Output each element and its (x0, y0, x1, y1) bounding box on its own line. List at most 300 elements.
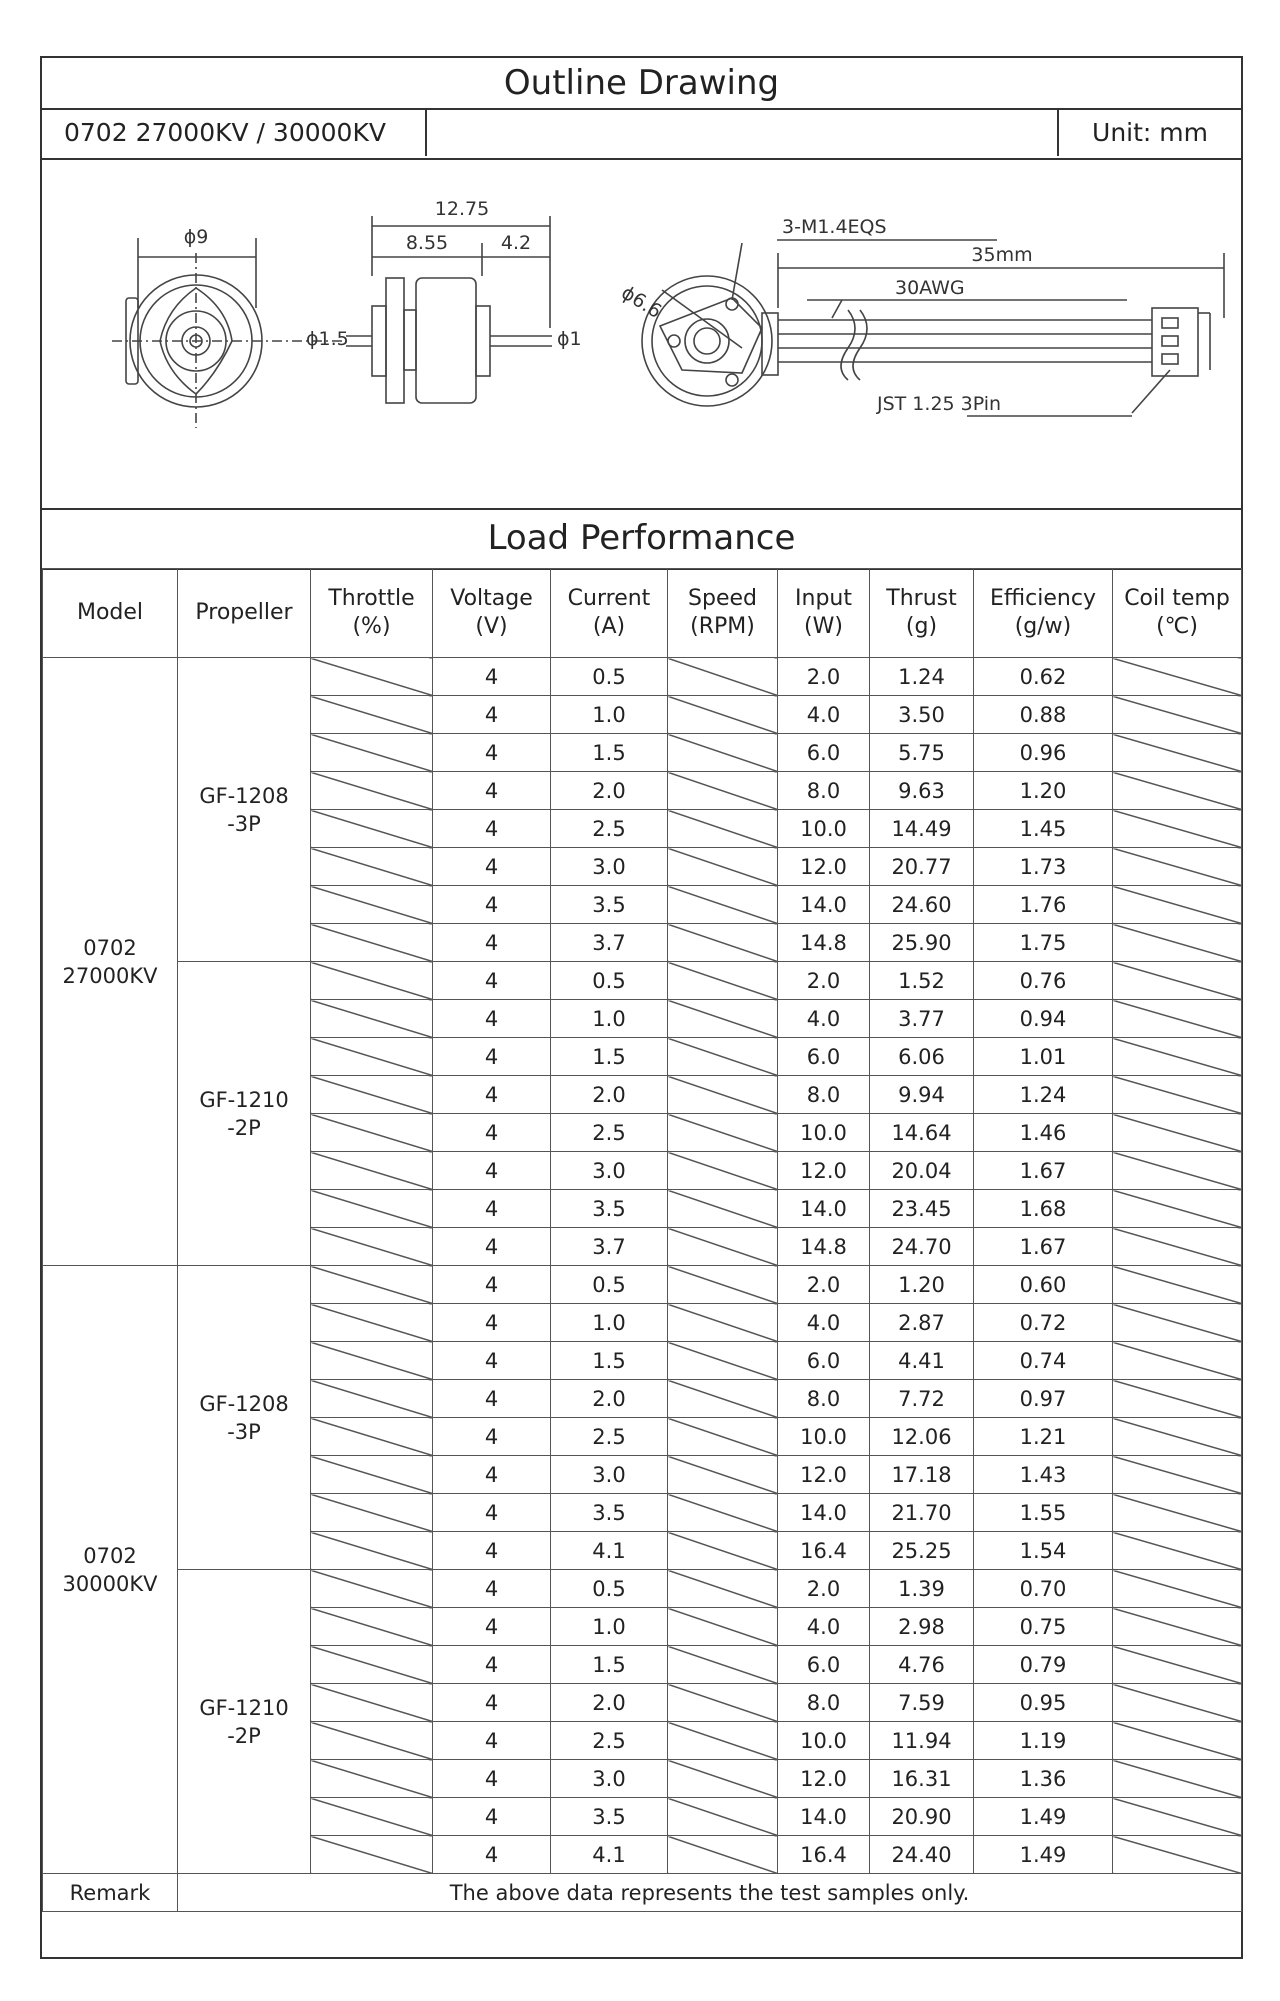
coil-temp-cell-empty (1113, 1304, 1242, 1342)
voltage-cell: 4 (433, 658, 551, 696)
dim-front-dia: ϕ9 (183, 226, 209, 248)
efficiency-cell: 0.70 (974, 1570, 1113, 1608)
current-cell: 3.5 (551, 1494, 668, 1532)
outline-drawing (42, 158, 1241, 510)
thrust-cell: 2.87 (870, 1304, 974, 1342)
current-cell: 3.5 (551, 1798, 668, 1836)
speed-cell-empty (668, 848, 778, 886)
speed-cell-empty (668, 1304, 778, 1342)
column-header-line: (g) (905, 614, 938, 639)
column-header (778, 569, 870, 658)
speed-cell-empty (668, 772, 778, 810)
efficiency-cell: 0.76 (974, 962, 1113, 1000)
input-cell: 14.8 (778, 924, 870, 962)
thrust-cell: 3.50 (870, 696, 974, 734)
speed-cell-empty (668, 924, 778, 962)
dim-shaft-len: 4.2 (500, 232, 532, 254)
current-cell: 0.5 (551, 962, 668, 1000)
input-cell: 4.0 (778, 696, 870, 734)
voltage-cell: 4 (433, 696, 551, 734)
throttle-cell-empty (311, 962, 433, 1000)
coil-temp-cell-empty (1113, 810, 1242, 848)
coil-temp-cell-empty (1113, 1570, 1242, 1608)
model-cell-line: 0702 (83, 1543, 137, 1568)
current-cell: 0.5 (551, 1266, 668, 1304)
current-cell: 2.0 (551, 772, 668, 810)
thrust-cell: 1.20 (870, 1266, 974, 1304)
thrust-cell: 1.39 (870, 1570, 974, 1608)
propeller-cell-line: GF-1208 (199, 1391, 289, 1416)
thrust-cell: 20.77 (870, 848, 974, 886)
coil-temp-cell-empty (1113, 1152, 1242, 1190)
column-header-line: Current (567, 586, 651, 611)
propeller-cell-line: -3P (227, 811, 261, 836)
remark-label: Remark (43, 1874, 178, 1912)
current-cell: 3.0 (551, 848, 668, 886)
column-header-line: (℃) (1156, 614, 1198, 639)
efficiency-cell: 1.43 (974, 1456, 1113, 1494)
speed-cell-empty (668, 1076, 778, 1114)
coil-temp-cell-empty (1113, 1532, 1242, 1570)
efficiency-cell: 0.60 (974, 1266, 1113, 1304)
current-cell: 0.5 (551, 658, 668, 696)
dim-mount-dia: ϕ6.6 (617, 281, 666, 323)
efficiency-cell: 1.36 (974, 1760, 1113, 1798)
speed-cell-empty (668, 810, 778, 848)
throttle-cell-empty (311, 696, 433, 734)
input-cell: 2.0 (778, 1570, 870, 1608)
throttle-cell-empty (311, 1418, 433, 1456)
throttle-cell-empty (311, 1722, 433, 1760)
throttle-cell-empty (311, 1342, 433, 1380)
throttle-cell-empty (311, 1380, 433, 1418)
voltage-cell: 4 (433, 1304, 551, 1342)
coil-temp-cell-empty (1113, 1380, 1242, 1418)
coil-temp-cell-empty (1113, 734, 1242, 772)
speed-cell-empty (668, 1646, 778, 1684)
propeller-cell-line: -2P (227, 1115, 261, 1140)
coil-temp-cell-empty (1113, 1266, 1242, 1304)
coil-temp-cell-empty (1113, 1836, 1242, 1874)
column-header (1113, 569, 1242, 658)
efficiency-cell: 1.46 (974, 1114, 1113, 1152)
column-header-line: (RPM) (690, 614, 755, 639)
column-header (870, 569, 974, 658)
column-header-line: Coil temp (1124, 586, 1230, 611)
column-header-line: Voltage (450, 586, 533, 611)
dim-wire-gauge: 30AWG (895, 277, 965, 299)
thrust-cell: 14.64 (870, 1114, 974, 1152)
column-header-line: (%) (352, 614, 391, 639)
thrust-cell: 2.98 (870, 1608, 974, 1646)
coil-temp-cell-empty (1113, 1418, 1242, 1456)
voltage-cell: 4 (433, 924, 551, 962)
speed-cell-empty (668, 1190, 778, 1228)
input-cell: 10.0 (778, 810, 870, 848)
thrust-cell: 25.90 (870, 924, 974, 962)
input-cell: 16.4 (778, 1532, 870, 1570)
thrust-cell: 24.70 (870, 1228, 974, 1266)
efficiency-cell: 0.62 (974, 658, 1113, 696)
throttle-cell-empty (311, 1760, 433, 1798)
speed-cell-empty (668, 1684, 778, 1722)
input-cell: 14.0 (778, 1190, 870, 1228)
table-body (43, 658, 1242, 1874)
speed-cell-empty (668, 1228, 778, 1266)
voltage-cell: 4 (433, 886, 551, 924)
input-cell: 8.0 (778, 1684, 870, 1722)
throttle-cell-empty (311, 1076, 433, 1114)
thrust-cell: 5.75 (870, 734, 974, 772)
thrust-cell: 7.59 (870, 1684, 974, 1722)
efficiency-cell: 1.20 (974, 772, 1113, 810)
efficiency-cell: 1.67 (974, 1228, 1113, 1266)
throttle-cell-empty (311, 1456, 433, 1494)
input-cell: 10.0 (778, 1418, 870, 1456)
efficiency-cell: 1.49 (974, 1836, 1113, 1874)
speed-cell-empty (668, 1608, 778, 1646)
throttle-cell-empty (311, 1266, 433, 1304)
current-cell: 1.0 (551, 1608, 668, 1646)
current-cell: 1.5 (551, 1646, 668, 1684)
thrust-cell: 14.49 (870, 810, 974, 848)
thrust-cell: 9.94 (870, 1076, 974, 1114)
current-cell: 1.5 (551, 1342, 668, 1380)
column-header (668, 569, 778, 658)
input-cell: 2.0 (778, 1266, 870, 1304)
thrust-cell: 1.24 (870, 658, 974, 696)
current-cell: 2.5 (551, 810, 668, 848)
coil-temp-cell-empty (1113, 1494, 1242, 1532)
thrust-cell: 6.06 (870, 1038, 974, 1076)
current-cell: 1.0 (551, 696, 668, 734)
speed-cell-empty (668, 1342, 778, 1380)
voltage-cell: 4 (433, 1076, 551, 1114)
thrust-cell: 23.45 (870, 1190, 974, 1228)
efficiency-cell: 1.73 (974, 848, 1113, 886)
speed-cell-empty (668, 1570, 778, 1608)
voltage-cell: 4 (433, 1608, 551, 1646)
voltage-cell: 4 (433, 1000, 551, 1038)
coil-temp-cell-empty (1113, 1342, 1242, 1380)
voltage-cell: 4 (433, 1798, 551, 1836)
model-label: 0702 27000KV / 30000KV (42, 108, 427, 156)
efficiency-cell: 0.88 (974, 696, 1113, 734)
propeller-cell (178, 1266, 311, 1570)
input-cell: 12.0 (778, 848, 870, 886)
outline-meta-row (42, 108, 1241, 160)
voltage-cell: 4 (433, 1532, 551, 1570)
efficiency-cell: 1.24 (974, 1076, 1113, 1114)
dim-total-len: 12.75 (434, 198, 490, 220)
speed-cell-empty (668, 962, 778, 1000)
coil-temp-cell-empty (1113, 696, 1242, 734)
thrust-cell: 21.70 (870, 1494, 974, 1532)
coil-temp-cell-empty (1113, 924, 1242, 962)
voltage-cell: 4 (433, 1228, 551, 1266)
input-cell: 2.0 (778, 962, 870, 1000)
speed-cell-empty (668, 1380, 778, 1418)
speed-cell-empty (668, 886, 778, 924)
coil-temp-cell-empty (1113, 1228, 1242, 1266)
column-header-line: Propeller (195, 600, 293, 625)
speed-cell-empty (668, 658, 778, 696)
throttle-cell-empty (311, 1152, 433, 1190)
throttle-cell-empty (311, 1684, 433, 1722)
input-cell: 4.0 (778, 1608, 870, 1646)
voltage-cell: 4 (433, 1456, 551, 1494)
propeller-cell-line: -2P (227, 1723, 261, 1748)
input-cell: 14.0 (778, 1798, 870, 1836)
efficiency-cell: 1.01 (974, 1038, 1113, 1076)
model-cell-line: 27000KV (62, 963, 158, 988)
dim-left-shaft: ϕ1.5 (306, 328, 349, 350)
table-row (43, 1266, 1242, 1304)
motor-drawing-svg (42, 158, 1241, 508)
input-cell: 14.8 (778, 1228, 870, 1266)
throttle-cell-empty (311, 1570, 433, 1608)
throttle-cell-empty (311, 886, 433, 924)
current-cell: 3.7 (551, 924, 668, 962)
throttle-cell-empty (311, 1494, 433, 1532)
coil-temp-cell-empty (1113, 962, 1242, 1000)
input-cell: 14.0 (778, 886, 870, 924)
throttle-cell-empty (311, 1114, 433, 1152)
input-cell: 14.0 (778, 1494, 870, 1532)
efficiency-cell: 1.45 (974, 810, 1113, 848)
thrust-cell: 9.63 (870, 772, 974, 810)
efficiency-cell: 0.95 (974, 1684, 1113, 1722)
efficiency-cell: 0.72 (974, 1304, 1113, 1342)
coil-temp-cell-empty (1113, 1456, 1242, 1494)
throttle-cell-empty (311, 1646, 433, 1684)
throttle-cell-empty (311, 1798, 433, 1836)
column-header-line: Model (76, 600, 144, 625)
coil-temp-cell-empty (1113, 1000, 1242, 1038)
throttle-cell-empty (311, 848, 433, 886)
thrust-cell: 12.06 (870, 1418, 974, 1456)
input-cell: 12.0 (778, 1152, 870, 1190)
remark-row (43, 1874, 1242, 1912)
model-cell-line: 0702 (83, 935, 137, 960)
rear-view (642, 240, 1224, 416)
column-header (311, 569, 433, 658)
voltage-cell: 4 (433, 1646, 551, 1684)
efficiency-cell: 0.74 (974, 1342, 1113, 1380)
efficiency-cell: 1.54 (974, 1532, 1113, 1570)
outline-title: Outline Drawing (42, 58, 1241, 110)
speed-cell-empty (668, 696, 778, 734)
voltage-cell: 4 (433, 1152, 551, 1190)
thrust-cell: 24.40 (870, 1836, 974, 1874)
speed-cell-empty (668, 1532, 778, 1570)
thrust-cell: 16.31 (870, 1760, 974, 1798)
current-cell: 4.1 (551, 1532, 668, 1570)
propeller-cell-line: -3P (227, 1419, 261, 1444)
efficiency-cell: 1.75 (974, 924, 1113, 962)
throttle-cell-empty (311, 1038, 433, 1076)
dim-wire-len: 35mm (971, 244, 1033, 266)
column-header-line: Throttle (328, 586, 415, 611)
table-row (43, 1570, 1242, 1608)
coil-temp-cell-empty (1113, 1038, 1242, 1076)
column-header-line: (g/w) (1014, 614, 1072, 639)
current-cell: 1.5 (551, 1038, 668, 1076)
model-cell (43, 1266, 178, 1874)
efficiency-cell: 0.97 (974, 1380, 1113, 1418)
speed-cell-empty (668, 734, 778, 772)
voltage-cell: 4 (433, 1836, 551, 1874)
propeller-cell (178, 658, 311, 962)
throttle-cell-empty (311, 810, 433, 848)
current-cell: 1.0 (551, 1304, 668, 1342)
thrust-cell: 4.76 (870, 1646, 974, 1684)
input-cell: 2.0 (778, 658, 870, 696)
speed-cell-empty (668, 1114, 778, 1152)
load-performance-table (42, 568, 1242, 1912)
input-cell: 10.0 (778, 1114, 870, 1152)
thrust-cell: 17.18 (870, 1456, 974, 1494)
column-header (178, 569, 311, 658)
input-cell: 10.0 (778, 1722, 870, 1760)
column-header-line: (V) (475, 614, 508, 639)
input-cell: 8.0 (778, 1380, 870, 1418)
efficiency-cell: 1.67 (974, 1152, 1113, 1190)
efficiency-cell: 0.79 (974, 1646, 1113, 1684)
column-header-line: Efficiency (990, 586, 1096, 611)
model-cell-line: 30000KV (62, 1571, 158, 1596)
current-cell: 0.5 (551, 1570, 668, 1608)
input-cell: 6.0 (778, 1342, 870, 1380)
speed-cell-empty (668, 1152, 778, 1190)
thrust-cell: 20.90 (870, 1798, 974, 1836)
coil-temp-cell-empty (1113, 1608, 1242, 1646)
current-cell: 3.5 (551, 886, 668, 924)
coil-temp-cell-empty (1113, 886, 1242, 924)
current-cell: 3.0 (551, 1760, 668, 1798)
column-header (43, 569, 178, 658)
voltage-cell: 4 (433, 1190, 551, 1228)
current-cell: 2.0 (551, 1076, 668, 1114)
column-header-line: (A) (592, 614, 626, 639)
current-cell: 2.5 (551, 1114, 668, 1152)
efficiency-cell: 0.94 (974, 1000, 1113, 1038)
input-cell: 12.0 (778, 1760, 870, 1798)
speed-cell-empty (668, 1266, 778, 1304)
speed-cell-empty (668, 1798, 778, 1836)
propeller-cell-line: GF-1210 (199, 1087, 289, 1112)
propeller-cell-line: GF-1210 (199, 1695, 289, 1720)
throttle-cell-empty (311, 1190, 433, 1228)
coil-temp-cell-empty (1113, 658, 1242, 696)
column-header (433, 569, 551, 658)
coil-temp-cell-empty (1113, 1684, 1242, 1722)
throttle-cell-empty (311, 924, 433, 962)
thrust-cell: 11.94 (870, 1722, 974, 1760)
input-cell: 6.0 (778, 1646, 870, 1684)
efficiency-cell: 1.21 (974, 1418, 1113, 1456)
speed-cell-empty (668, 1494, 778, 1532)
efficiency-cell: 1.49 (974, 1798, 1113, 1836)
efficiency-cell: 0.96 (974, 734, 1113, 772)
remark-text: The above data represents the test samples only. (178, 1874, 1242, 1912)
throttle-cell-empty (311, 734, 433, 772)
voltage-cell: 4 (433, 1380, 551, 1418)
speed-cell-empty (668, 1836, 778, 1874)
voltage-cell: 4 (433, 1722, 551, 1760)
column-header (974, 569, 1113, 658)
current-cell: 3.0 (551, 1456, 668, 1494)
voltage-cell: 4 (433, 734, 551, 772)
voltage-cell: 4 (433, 810, 551, 848)
throttle-cell-empty (311, 658, 433, 696)
drawing-dim-labels (184, 198, 1033, 415)
current-cell: 3.0 (551, 1152, 668, 1190)
propeller-cell-line: GF-1208 (199, 783, 289, 808)
thrust-cell: 25.25 (870, 1532, 974, 1570)
current-cell: 2.0 (551, 1684, 668, 1722)
thrust-cell: 3.77 (870, 1000, 974, 1038)
voltage-cell: 4 (433, 1114, 551, 1152)
voltage-cell: 4 (433, 1684, 551, 1722)
coil-temp-cell-empty (1113, 1760, 1242, 1798)
coil-temp-cell-empty (1113, 1722, 1242, 1760)
input-cell: 12.0 (778, 1456, 870, 1494)
throttle-cell-empty (311, 1304, 433, 1342)
coil-temp-cell-empty (1113, 1076, 1242, 1114)
speed-cell-empty (668, 1418, 778, 1456)
dim-connector: JST 1.25 3Pin (877, 393, 1002, 415)
voltage-cell: 4 (433, 1494, 551, 1532)
voltage-cell: 4 (433, 1342, 551, 1380)
voltage-cell: 4 (433, 962, 551, 1000)
coil-temp-cell-empty (1113, 1190, 1242, 1228)
throttle-cell-empty (311, 1000, 433, 1038)
input-cell: 6.0 (778, 734, 870, 772)
voltage-cell: 4 (433, 1038, 551, 1076)
coil-temp-cell-empty (1113, 1646, 1242, 1684)
input-cell: 4.0 (778, 1304, 870, 1342)
voltage-cell: 4 (433, 848, 551, 886)
column-header-line: Input (795, 586, 852, 611)
model-cell (43, 658, 178, 1266)
efficiency-cell: 1.68 (974, 1190, 1113, 1228)
current-cell: 2.5 (551, 1418, 668, 1456)
dim-body-len: 8.55 (405, 232, 449, 254)
throttle-cell-empty (311, 1836, 433, 1874)
efficiency-cell: 1.19 (974, 1722, 1113, 1760)
throttle-cell-empty (311, 1228, 433, 1266)
unit-label: Unit: mm (1057, 108, 1241, 156)
speed-cell-empty (668, 1000, 778, 1038)
coil-temp-cell-empty (1113, 772, 1242, 810)
current-cell: 4.1 (551, 1836, 668, 1874)
column-header-line: (W) (804, 614, 843, 639)
thrust-cell: 4.41 (870, 1342, 974, 1380)
input-cell: 16.4 (778, 1836, 870, 1874)
coil-temp-cell-empty (1113, 848, 1242, 886)
current-cell: 3.7 (551, 1228, 668, 1266)
speed-cell-empty (668, 1038, 778, 1076)
column-header-line: Speed (688, 586, 757, 611)
thrust-cell: 20.04 (870, 1152, 974, 1190)
table-row (43, 658, 1242, 696)
speed-cell-empty (668, 1456, 778, 1494)
dim-screws: 3-M1.4EQS (782, 216, 887, 238)
thrust-cell: 24.60 (870, 886, 974, 924)
throttle-cell-empty (311, 1532, 433, 1570)
voltage-cell: 4 (433, 1570, 551, 1608)
